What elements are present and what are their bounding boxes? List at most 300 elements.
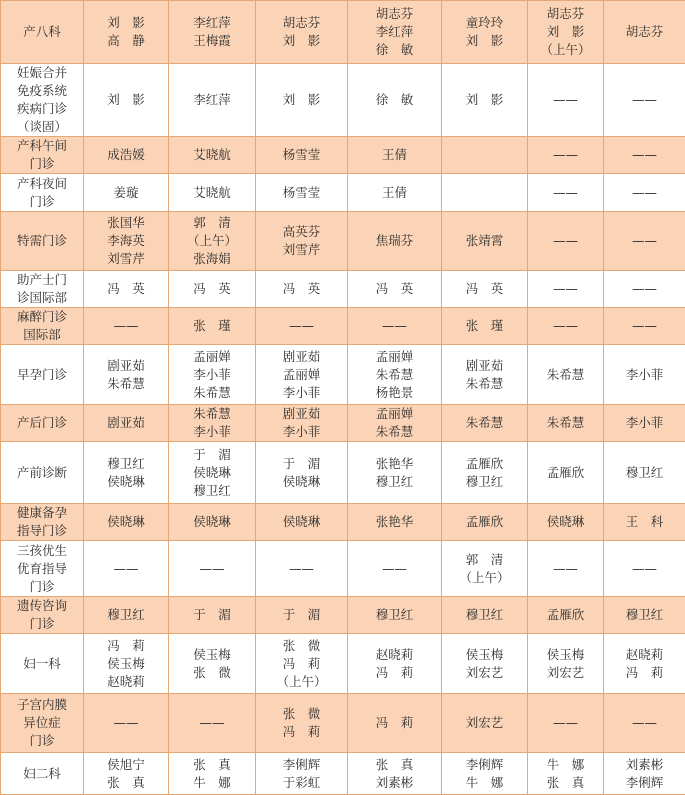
row-label-line: 门诊 xyxy=(3,155,81,173)
schedule-cell xyxy=(169,634,256,694)
doctor-name-line: 童玲玲 xyxy=(444,14,525,32)
doctor-group-header-cell xyxy=(528,1,604,64)
doctor-name-line: 张 瑾 xyxy=(171,317,253,335)
doctor-name-line: 李俐辉 xyxy=(444,756,525,774)
doctor-name-line: —— xyxy=(530,91,601,109)
doctor-name-line: 朱希慧 xyxy=(444,375,525,393)
doctor-name-line: 李小菲 xyxy=(606,414,683,432)
doctor-name-line: 穆卫红 xyxy=(171,482,253,500)
doctor-name-line: 穆卫红 xyxy=(86,455,166,473)
doctor-name-line: 侯玉梅 xyxy=(444,646,525,664)
doctor-name-line: 侯旭宁 xyxy=(86,756,166,774)
doctor-name-line: 张 微 xyxy=(258,705,345,723)
schedule-cell xyxy=(528,137,604,174)
clinic-name-cell xyxy=(1,137,84,174)
schedule-cell xyxy=(84,504,169,541)
schedule-cell xyxy=(442,753,528,795)
doctor-name-line: 艾晓航 xyxy=(171,184,253,202)
doctor-name-line: 冯 英 xyxy=(444,280,525,298)
doctor-name-line: —— xyxy=(606,560,683,578)
doctor-name-line: —— xyxy=(606,146,683,164)
table-row xyxy=(1,271,685,308)
row-label-line: 早孕门诊 xyxy=(3,366,81,384)
row-label-line: （谈固） xyxy=(3,118,81,136)
schedule-cell xyxy=(256,442,348,504)
doctor-name-line: —— xyxy=(530,317,601,335)
schedule-cell xyxy=(528,442,604,504)
schedule-cell xyxy=(604,694,685,753)
doctor-name-line: 徐 敏 xyxy=(350,41,439,59)
doctor-name-line: 胡志芬 xyxy=(606,23,683,41)
schedule-cell xyxy=(442,308,528,345)
doctor-name-line: 李小菲 xyxy=(258,423,345,441)
doctor-name-line: 孟雁欣 xyxy=(530,464,601,482)
row-label-line: 三孩优生 xyxy=(3,542,81,560)
doctor-name-line: 刘宏艺 xyxy=(444,664,525,682)
schedule-cell xyxy=(256,174,348,212)
doctor-name-line: 刘 影 xyxy=(258,91,345,109)
row-label-line: 产科午间 xyxy=(3,137,81,155)
row-label-line: 麻醉门诊 xyxy=(3,308,81,326)
schedule-cell xyxy=(348,541,442,597)
schedule-cell xyxy=(256,212,348,271)
schedule-cell xyxy=(169,64,256,137)
schedule-cell xyxy=(604,174,685,212)
table-row xyxy=(1,174,685,212)
doctor-name-line: 穆卫红 xyxy=(444,606,525,624)
doctor-name-line: 侯玉梅 xyxy=(530,646,601,664)
schedule-cell xyxy=(528,212,604,271)
doctor-name-line: 于 湄 xyxy=(258,455,345,473)
doctor-name-line: 李海英 xyxy=(86,232,166,250)
clinic-name-cell xyxy=(1,634,84,694)
clinic-name-cell xyxy=(1,174,84,212)
doctor-name-line: 孟丽婵 xyxy=(171,348,253,366)
row-label-line: 产后门诊 xyxy=(3,414,81,432)
schedule-cell xyxy=(84,174,169,212)
doctor-group-header-cell xyxy=(256,1,348,64)
row-label-line: 子宫内膜 xyxy=(3,696,81,714)
doctor-name-line: 李红萍 xyxy=(350,23,439,41)
schedule-cell xyxy=(348,137,442,174)
schedule-cell xyxy=(84,541,169,597)
doctor-name-line: 张 真 xyxy=(530,774,601,792)
row-label-line: 妊娠合并 xyxy=(3,64,81,82)
doctor-name-line: 刘宏艺 xyxy=(444,714,525,732)
schedule-cell xyxy=(528,308,604,345)
doctor-name-line: —— xyxy=(171,714,253,732)
schedule-cell xyxy=(256,504,348,541)
row-label-line: 诊国际部 xyxy=(3,289,81,307)
doctor-name-line: 张靖霄 xyxy=(444,232,525,250)
schedule-cell xyxy=(348,405,442,442)
schedule-cell xyxy=(169,174,256,212)
doctor-name-line: 穆卫红 xyxy=(350,606,439,624)
schedule-cell xyxy=(528,753,604,795)
doctor-name-line: 张 瑾 xyxy=(444,317,525,335)
doctor-name-line: —— xyxy=(606,280,683,298)
doctor-name-line: 孟雁欣 xyxy=(444,513,525,531)
row-label-line: 指导门诊 xyxy=(3,522,81,540)
doctor-name-line: 侯晓琳 xyxy=(171,513,253,531)
doctor-name-line: 孟雁欣 xyxy=(530,606,601,624)
schedule-cell xyxy=(348,308,442,345)
schedule-cell xyxy=(256,345,348,405)
doctor-name-line: 刘 影 xyxy=(86,91,166,109)
doctor-name-line: 焦瑞芬 xyxy=(350,232,439,250)
schedule-cell xyxy=(348,64,442,137)
doctor-name-line: 穆卫红 xyxy=(606,606,683,624)
doctor-name-line: 李小菲 xyxy=(258,384,345,402)
doctor-name-line: 杨艳景 xyxy=(350,384,439,402)
schedule-cell xyxy=(528,64,604,137)
schedule-cell xyxy=(528,541,604,597)
schedule-cell xyxy=(84,634,169,694)
table-row xyxy=(1,541,685,597)
table-row xyxy=(1,634,685,694)
doctor-name-line: 冯 英 xyxy=(350,280,439,298)
doctor-name-line: 朱希慧 xyxy=(171,405,253,423)
doctor-name-line: 张 微 xyxy=(258,637,345,655)
schedule-cell xyxy=(256,541,348,597)
doctor-name-line: 李红萍 xyxy=(171,91,253,109)
schedule-cell xyxy=(348,212,442,271)
doctor-name-line: 牛 娜 xyxy=(171,774,253,792)
doctor-name-line: 成浩媛 xyxy=(86,146,166,164)
schedule-cell xyxy=(348,271,442,308)
doctor-name-line: 剧亚茹 xyxy=(258,348,345,366)
doctor-name-line: 牛 娜 xyxy=(444,774,525,792)
doctor-name-line: 穆卫红 xyxy=(444,473,525,491)
table-row xyxy=(1,694,685,753)
doctor-name-line: 穆卫红 xyxy=(86,606,166,624)
schedule-cell xyxy=(169,345,256,405)
doctor-name-line: 侯晓琳 xyxy=(171,464,253,482)
doctor-name-line: 张海娟 xyxy=(171,250,253,268)
doctor-name-line: 冯 莉 xyxy=(350,714,439,732)
doctor-group-header-cell xyxy=(169,1,256,64)
doctor-name-line: —— xyxy=(606,317,683,335)
doctor-name-line: 刘 影 xyxy=(444,32,525,50)
doctor-group-header-cell xyxy=(348,1,442,64)
schedule-cell xyxy=(169,504,256,541)
doctor-name-line: —— xyxy=(350,317,439,335)
schedule-cell xyxy=(528,271,604,308)
doctor-name-line: 张艳华 xyxy=(350,455,439,473)
doctor-name-line: —— xyxy=(606,91,683,109)
doctor-name-line: 张 真 xyxy=(86,774,166,792)
doctor-name-line: —— xyxy=(258,560,345,578)
doctor-name-line: 冯 莉 xyxy=(258,723,345,741)
doctor-name-line: —— xyxy=(86,317,166,335)
row-label-line: 疾病门诊 xyxy=(3,100,81,118)
doctor-name-line: 刘 影 xyxy=(444,91,525,109)
doctor-name-line: 赵晓莉 xyxy=(606,646,683,664)
schedule-cell xyxy=(169,212,256,271)
doctor-name-line: 张 真 xyxy=(171,756,253,774)
schedule-cell xyxy=(442,64,528,137)
doctor-name-line: 杨雪莹 xyxy=(258,184,345,202)
schedule-cell xyxy=(256,753,348,795)
doctor-name-line: —— xyxy=(530,146,601,164)
doctor-name-line: 张 真 xyxy=(350,756,439,774)
table-row xyxy=(1,753,685,795)
schedule-cell xyxy=(528,405,604,442)
schedule-cell xyxy=(84,442,169,504)
table-row xyxy=(1,64,685,137)
doctor-name-line: （上午） xyxy=(258,673,345,691)
clinic-name-cell xyxy=(1,753,84,795)
doctor-name-line: 胡志芬 xyxy=(350,5,439,23)
doctor-name-line: 孟雁欣 xyxy=(444,455,525,473)
table-row xyxy=(1,405,685,442)
row-label-line: 遗传咨询 xyxy=(3,597,81,615)
schedule-cell xyxy=(604,504,685,541)
doctor-name-line: 于 湄 xyxy=(258,606,345,624)
doctor-group-header-cell xyxy=(604,1,685,64)
schedule-cell xyxy=(442,504,528,541)
schedule-cell xyxy=(442,271,528,308)
schedule-cell xyxy=(348,753,442,795)
clinic-name-cell xyxy=(1,308,84,345)
clinic-name-cell xyxy=(1,694,84,753)
doctor-name-line: 郭 清 xyxy=(444,551,525,569)
row-label-line: 妇二科 xyxy=(3,765,81,783)
schedule-cell xyxy=(528,174,604,212)
schedule-cell xyxy=(442,694,528,753)
doctor-name-line: 朱希慧 xyxy=(444,414,525,432)
doctor-name-line: 李俐辉 xyxy=(258,756,345,774)
doctor-name-line: 刘雪芹 xyxy=(86,250,166,268)
doctor-name-line: —— xyxy=(86,560,166,578)
doctor-name-line: 王梅霞 xyxy=(171,32,253,50)
schedule-cell xyxy=(604,64,685,137)
doctor-name-line: 李小菲 xyxy=(171,423,253,441)
schedule-cell xyxy=(84,212,169,271)
schedule-cell xyxy=(604,753,685,795)
doctor-name-line: （上午） xyxy=(444,569,525,587)
schedule-cell xyxy=(169,442,256,504)
doctor-name-line: 刘 影 xyxy=(86,14,166,32)
doctor-name-line: 李红萍 xyxy=(171,14,253,32)
doctor-name-line: —— xyxy=(171,560,253,578)
table-row xyxy=(1,442,685,504)
schedule-cell xyxy=(604,597,685,634)
clinic-name-cell xyxy=(1,541,84,597)
schedule-cell xyxy=(348,694,442,753)
doctor-name-line: 王倩 xyxy=(350,146,439,164)
doctor-name-line: 剧亚茹 xyxy=(86,414,166,432)
schedule-cell xyxy=(528,345,604,405)
schedule-cell xyxy=(84,597,169,634)
doctor-name-line: 冯 莉 xyxy=(606,664,683,682)
schedule-cell xyxy=(84,694,169,753)
doctor-name-line: 刘素彬 xyxy=(350,774,439,792)
doctor-name-line: 张国华 xyxy=(86,214,166,232)
doctor-name-line: 孟丽婵 xyxy=(350,348,439,366)
schedule-cell xyxy=(348,504,442,541)
doctor-name-line: 朱希慧 xyxy=(530,366,601,384)
doctor-name-line: 侯玉梅 xyxy=(171,646,253,664)
schedule-cell xyxy=(348,442,442,504)
row-label-line: 产八科 xyxy=(3,23,81,41)
doctor-group-header-cell xyxy=(84,1,169,64)
doctor-name-line: 侯晓琳 xyxy=(86,473,166,491)
doctor-name-line: 郭 清 xyxy=(171,214,253,232)
table-row xyxy=(1,137,685,174)
doctor-name-line: 侯晓琳 xyxy=(530,513,601,531)
schedule-cell xyxy=(442,137,528,174)
schedule-cell xyxy=(84,308,169,345)
schedule-cell xyxy=(442,634,528,694)
doctor-name-line: （上午） xyxy=(171,232,253,250)
table-row xyxy=(1,308,685,345)
doctor-name-line: 剧亚茹 xyxy=(258,405,345,423)
doctor-name-line: 侯玉梅 xyxy=(86,655,166,673)
schedule-cell xyxy=(604,212,685,271)
clinic-name-cell xyxy=(1,405,84,442)
doctor-name-line: 艾晓航 xyxy=(171,146,253,164)
doctor-name-line: 高 静 xyxy=(86,32,166,50)
schedule-cell xyxy=(604,541,685,597)
doctor-name-line: 穆卫红 xyxy=(606,464,683,482)
schedule-cell xyxy=(348,634,442,694)
doctor-name-line: （上午） xyxy=(530,41,601,59)
clinic-name-cell xyxy=(1,212,84,271)
schedule-cell xyxy=(84,271,169,308)
schedule-cell xyxy=(528,694,604,753)
doctor-name-line: 张 微 xyxy=(171,664,253,682)
row-label-line: 特需门诊 xyxy=(3,232,81,250)
schedule-cell xyxy=(348,597,442,634)
doctor-name-line: —— xyxy=(530,714,601,732)
schedule-cell xyxy=(256,597,348,634)
doctor-name-line: 牛 娜 xyxy=(530,756,601,774)
doctor-name-line: 朱希慧 xyxy=(171,384,253,402)
row-label-line: 妇一科 xyxy=(3,655,81,673)
schedule-cell xyxy=(169,597,256,634)
row-label-line: 优育指导 xyxy=(3,560,81,578)
schedule-cell xyxy=(256,271,348,308)
doctor-name-line: 李小菲 xyxy=(171,366,253,384)
schedule-cell xyxy=(604,405,685,442)
doctor-name-line: —— xyxy=(86,714,166,732)
doctor-name-line: 冯 莉 xyxy=(258,655,345,673)
doctor-name-line: 刘 影 xyxy=(530,23,601,41)
schedule-cell xyxy=(169,308,256,345)
doctor-name-line: 穆卫红 xyxy=(350,473,439,491)
schedule-cell xyxy=(84,345,169,405)
schedule-cell xyxy=(169,694,256,753)
doctor-name-line: 于彩虹 xyxy=(258,774,345,792)
table-row xyxy=(1,597,685,634)
doctor-name-line: 孟丽婵 xyxy=(258,366,345,384)
row-label-line: 国际部 xyxy=(3,326,81,344)
schedule-cell xyxy=(604,442,685,504)
doctor-name-line: 冯 莉 xyxy=(86,637,166,655)
doctor-name-line: —— xyxy=(606,714,683,732)
schedule-cell xyxy=(256,634,348,694)
row-label-line: 免疫系统 xyxy=(3,82,81,100)
schedule-cell xyxy=(169,753,256,795)
schedule-cell xyxy=(256,694,348,753)
doctor-name-line: 剧亚茹 xyxy=(444,357,525,375)
schedule-cell xyxy=(84,753,169,795)
doctor-name-line: 王 科 xyxy=(606,513,683,531)
doctor-name-line: —— xyxy=(530,184,601,202)
schedule-cell xyxy=(348,174,442,212)
schedule-cell xyxy=(84,64,169,137)
doctor-name-line: —— xyxy=(606,232,683,250)
department-header-cell xyxy=(1,1,84,64)
header-row xyxy=(1,1,685,64)
doctor-name-line: 刘素彬 xyxy=(606,756,683,774)
schedule-cell xyxy=(169,541,256,597)
doctor-name-line: 李小菲 xyxy=(606,366,683,384)
schedule-cell xyxy=(169,405,256,442)
doctor-name-line: 赵晓莉 xyxy=(86,673,166,691)
row-label-line: 产科夜间 xyxy=(3,175,81,193)
doctor-name-line: 刘宏艺 xyxy=(530,664,601,682)
schedule-cell xyxy=(442,442,528,504)
row-label-line: 门诊 xyxy=(3,578,81,596)
schedule-cell xyxy=(84,405,169,442)
clinic-name-cell xyxy=(1,504,84,541)
doctor-name-line: 孟丽婵 xyxy=(350,405,439,423)
schedule-cell xyxy=(528,504,604,541)
row-label-line: 助产士门 xyxy=(3,271,81,289)
doctor-name-line: 冯 英 xyxy=(86,280,166,298)
doctor-name-line: 徐 敏 xyxy=(350,91,439,109)
row-label-line: 健康备孕 xyxy=(3,504,81,522)
doctor-name-line: —— xyxy=(258,317,345,335)
doctor-name-line: 王倩 xyxy=(350,184,439,202)
schedule-cell xyxy=(256,64,348,137)
doctor-name-line: 胡志芬 xyxy=(258,14,345,32)
clinic-name-cell xyxy=(1,597,84,634)
schedule-cell xyxy=(528,597,604,634)
schedule-cell xyxy=(604,137,685,174)
doctor-name-line: 侯晓琳 xyxy=(258,513,345,531)
doctor-name-line: 刘 影 xyxy=(258,32,345,50)
row-label-line: 门诊 xyxy=(3,193,81,211)
schedule-cell xyxy=(442,541,528,597)
doctor-name-line: 李俐辉 xyxy=(606,774,683,792)
schedule-cell xyxy=(169,271,256,308)
doctor-name-line: 冯 英 xyxy=(258,280,345,298)
clinic-name-cell xyxy=(1,271,84,308)
schedule-cell xyxy=(256,308,348,345)
table-row xyxy=(1,345,685,405)
clinic-name-cell xyxy=(1,345,84,405)
schedule-cell xyxy=(256,137,348,174)
schedule-cell xyxy=(84,137,169,174)
doctor-name-line: 张艳华 xyxy=(350,513,439,531)
table-row xyxy=(1,212,685,271)
doctor-name-line: 侯晓琳 xyxy=(86,513,166,531)
doctor-name-line: 朱希慧 xyxy=(86,375,166,393)
doctor-name-line: 朱希慧 xyxy=(350,366,439,384)
doctor-name-line: 剧亚茹 xyxy=(86,357,166,375)
schedule-cell xyxy=(256,405,348,442)
clinic-name-cell xyxy=(1,64,84,137)
schedule-cell xyxy=(442,174,528,212)
doctor-name-line: 杨雪莹 xyxy=(258,146,345,164)
schedule-cell xyxy=(604,308,685,345)
doctor-name-line: 冯 英 xyxy=(171,280,253,298)
doctor-name-line: 刘雪芹 xyxy=(258,241,345,259)
schedule-cell xyxy=(604,634,685,694)
